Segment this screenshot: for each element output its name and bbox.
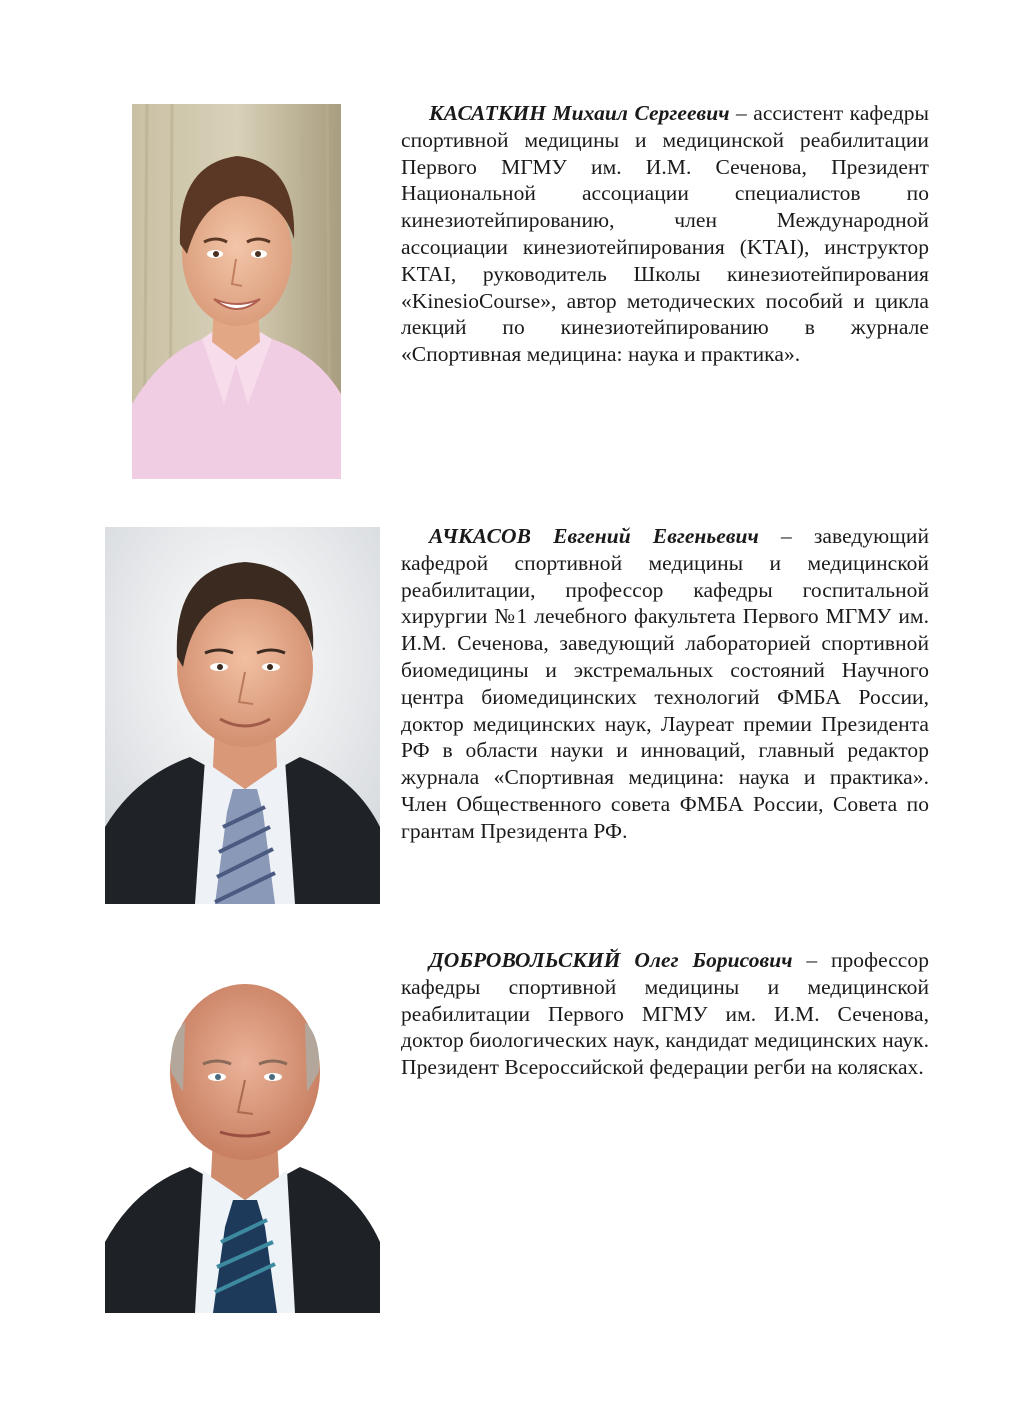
portrait-photo-achkasov	[105, 527, 380, 904]
dash: –	[758, 524, 814, 548]
person-name: КАСАТКИН Михаил Сергеевич	[429, 101, 730, 125]
portrait-image	[105, 527, 380, 904]
dash: –	[729, 101, 754, 125]
person-name: ДОБРОВОЛЬСКИЙ Олег Борисович	[429, 948, 793, 972]
person-description: заведующий кафедрой спортивной медицины и медицинской реабилитации, профессор кафедры госпитальной хирургии №1 лечебного факультета Первого МГМУ им. И.М. Сеченова, заведующий лабораторией спортивной биомедицины и экстремальных состояний Научного центра биомедицинских технологий ФМБА России, доктор медицинских наук, Лауреат премии Президента РФ в области науки и инноваций, главный редактор журнала «Спортивная медицина: наука и практика». Член Общественного совета ФМБА России, Совета по грантам Президента РФ.	[401, 524, 929, 843]
portrait-photo-dobrovolsky	[105, 952, 380, 1313]
dash: –	[792, 948, 831, 972]
portrait-photo-kasatkin	[132, 104, 341, 479]
person-description: ассистент кафедры спортивной медицины и медицинской реабилитации Первого МГМУ им. И.М. Сеченова, Президент Национальной ассоциации специалистов по кинезиотейпированию, член Международной ассоциации кинезиотейпирования (KTAI), инструктор KTAI, руководитель Школы кинезиотейпирования «KinesioCourse», автор методических пособий и цикла лекций по кинезиотейпированию в журнале «Спортивная медицина: наука и практика».	[401, 101, 929, 367]
bio-dobrovolsky	[401, 947, 929, 1081]
bio-achkasov	[401, 523, 929, 845]
person-description: профессор кафедры спортивной медицины и медицинской реабилитации Первого МГМУ им. И.М. Сеченова, доктор биологических наук, кандидат медицинских наук. Президент Всероссийской федерации регби на колясках.	[401, 948, 930, 1080]
portrait-image	[105, 952, 380, 1313]
bio-kasatkin	[401, 100, 929, 368]
portrait-image	[132, 104, 341, 479]
person-name: АЧКАСОВ Евгений Евгеньевич	[429, 524, 759, 548]
